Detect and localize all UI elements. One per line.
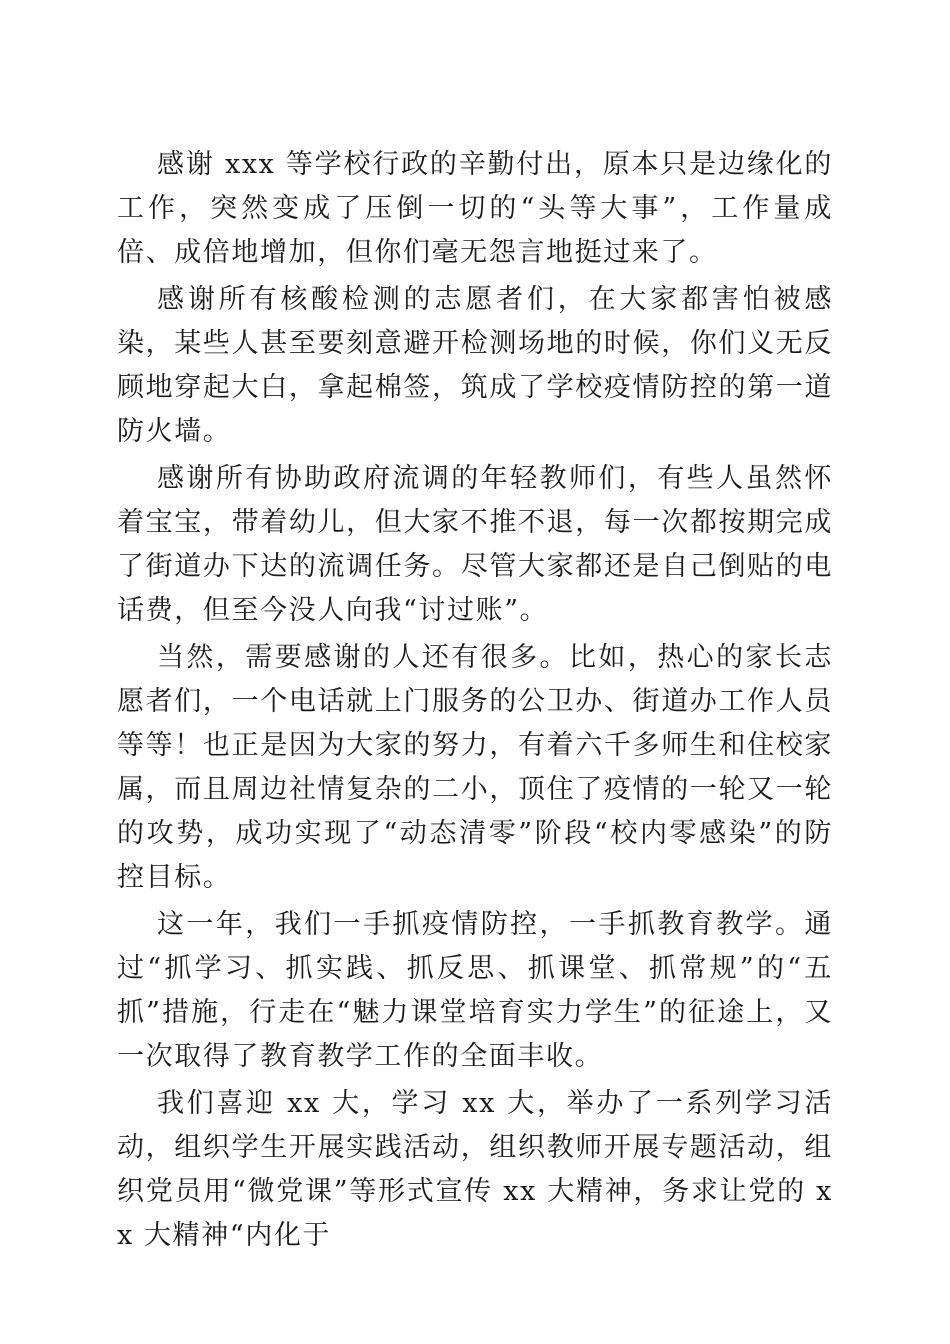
paragraph-thanks-others: 当然，需要感谢的人还有很多。比如，热心的家长志愿者们，一个电话就上门服务的公卫办、街道办工作人员等等！也正是因为大家的努力，有着六千多师生和住校家属，而且周边社情复杂的二小，顶住了疫情的一轮又一轮的攻势，成功实现了“动态清零”阶段“校内零感染”的防控目标。 (117, 642, 833, 893)
paragraph-thanks-administration: 感谢 xxx 等学校行政的辛勤付出，原本只是边缘化的工作，突然变成了压倒一切的“头等大事”，工作量成倍、成倍地增加，但你们毫无怨言地挺过来了。 (117, 149, 833, 268)
paragraph-party-congress: 我们喜迎 xx 大，学习 xx 大，举办了一系列学习活动，组织学生开展实践活动，组织教师开展专题活动，组织党员用“微党课”等形式宣传 xx 大精神，务求让党的 xx 大精神“内化于 (117, 1088, 833, 1251)
document-body (117, 143, 833, 1261)
paragraph-thanks-testing-volunteers: 感谢所有核酸检测的志愿者们，在大家都害怕被感染，某些人甚至要刻意避开检测场地的时候，你们义无反顾地穿起大白，拿起棉签，筑成了学校疫情防控的第一道防火墙。 (117, 284, 833, 447)
paragraph-thanks-young-teachers: 感谢所有协助政府流调的年轻教师们，有些人虽然怀着宝宝，带着幼儿，但大家不推不退，每一次都按期完成了街道办下达的流调任务。尽管大家都还是自己倒贴的电话费，但至今没人向我“讨过账”。 (117, 463, 833, 626)
paragraph-teaching-year: 这一年，我们一手抓疫情防控，一手抓教育教学。通过“抓学习、抓实践、抓反思、抓课堂、抓常规”的“五抓”措施，行走在“魅力课堂培育实力学生”的征途上，又一次取得了教育教学工作的全面丰收。 (117, 909, 833, 1072)
